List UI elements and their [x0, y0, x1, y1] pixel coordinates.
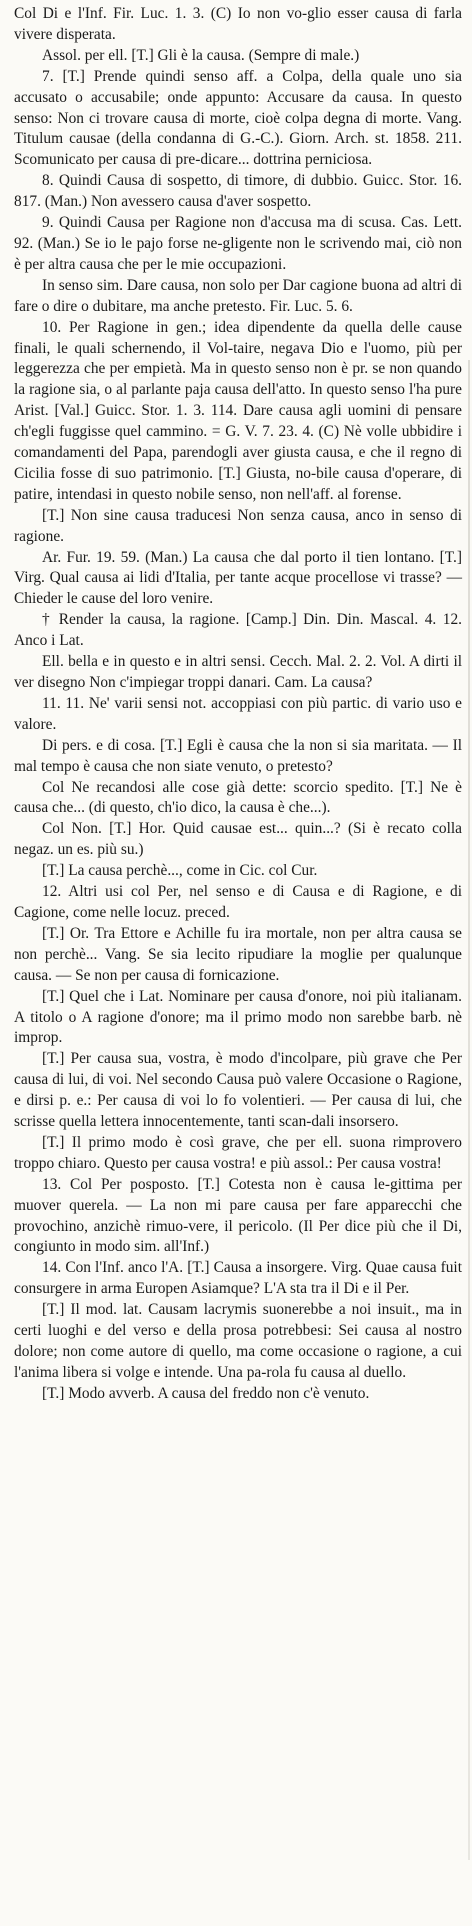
entry-paragraph-11: Ell. bella e in questo e in altri sensi. Cecch. Mal. 2. 2. Vol. A dirti il ver disegno Non c'impiegar troppi danari. Cam. La causa?: [14, 653, 462, 691]
entry-paragraph-1: Col Di e l'Inf. Fir. Luc. 1. 3. (C) Io non vo-glio esser causa di farla vivere disperata.: [14, 5, 462, 43]
entry-paragraph-22: 13. Col Per posposto. [T.] Cotesta non è causa le-gittima per muover querela. — La non mi pare causa per fare apparecchi che provochino, anzichè rimuo-vere, il pericolo. (Il Per dice più che il Di, congiunto in modo sim. all'Inf.): [14, 1175, 462, 1256]
entry-paragraph-13: Di pers. e di cosa. [T.] Egli è causa che la non si sia maritata. — Il mal tempo è causa che non siate venuto, o pretesto?: [14, 736, 462, 775]
entry-paragraph-5: 9. Quindi Causa per Ragione non d'accusa ma di scusa. Cas. Lett. 92. (Man.) Se io le pajo forse ne-gligente non le scrivendo mai, ciò non è per altra causa che per le mie occupazioni.: [14, 214, 462, 273]
margin-rule: [468, 360, 470, 1860]
entry-paragraph-18: [T.] Or. Tra Ettore e Achille fu ira mortale, non per altra causa se non perchè... Vang. Se sia lecito ripudiare la moglie per qualunque causa. — Se non per causa di fornicazione.: [14, 924, 462, 984]
entry-paragraph-21: [T.] Il primo modo è così grave, che per ell. suona rimprovero troppo chiaro. Questo per causa vostra! e più assol.: Per causa vostra!: [14, 1133, 462, 1172]
entry-paragraph-7: 10. Per Ragione in gen.; idea dipendente da quella delle cause finali, le quali schernendo, il Vol-taire, negava Dio e l'uomo, più per leggerezza che per empietà. Ma in questo senso non è pr. se non quando la ragione sia, o al parlante paja causa dell'atto. In questo senso l'ha pure Arist. [Val.] Guicc. Stor. 1. 3. 114. Dare causa agli uomini di pensare ch'egli fuggisse quel cammino. = G. V. 7. 23. 4. (C) Nè volle ubbidire i comandamenti del Papa, parendogli aver giusta causa, e che il regno di Cicilia fosse di suo patrimonio. [T.] Giusta, no-bile causa d'operare, di patire, intendasi in questo nobile senso, non nell'aff. al forense.: [14, 318, 462, 503]
entry-paragraph-4: 8. Quindi Causa di sospetto, di timore, di dubbio. Guicc. Stor. 16. 817. (Man.) Non avessero causa d'aver sospetto.: [14, 172, 462, 211]
entry-paragraph-24: [T.] Il mod. lat. Causam lacrymis suonerebbe a noi insuit., ma in certi luoghi e del verso e della prosa potrebbesi: Sei causa al nostro dolore; non come autore di quello, ma come occasione o ragione, a cui l'anima libera si volge e intende. Una pa-rola fu causa al duello.: [14, 1301, 462, 1381]
entry-paragraph-19: [T.] Quel che i Lat. Nominare per causa d'onore, noi più italianam. A titolo o A ragione d'onore; ma il primo modo non sarebbe barb. nè improp.: [14, 987, 462, 1047]
entry-paragraph-10: † Render la causa, la ragione. [Camp.] Din. Din. Mascal. 4. 12. Anco i Lat.: [14, 611, 462, 650]
entry-paragraph-9: Ar. Fur. 19. 59. (Man.) La causa che dal porto il tien lontano. [T.] Virg. Qual causa ai lidi d'Italia, per tante acque procellose vi trasse? — Chieder le cause del loro venire.: [14, 548, 462, 608]
entry-paragraph-16: [T.] La causa perchè..., come in Cic. col Cur.: [42, 862, 318, 880]
entry-paragraph-20: [T.] Per causa sua, vostra, è modo d'incolpare, più grave che Per causa di lui, di voi. Nel secondo Causa può valere Occasione o Ragione, e dirsi p. e.: Per causa di voi lo fo volentieri. — Per causa di lui, che scrisse quella lettera innocentemente, tanti scan-dali insorsero.: [14, 1050, 462, 1131]
entry-paragraph-23: 14. Con l'Inf. anco l'A. [T.] Causa a insorgere. Virg. Quae causa fuit consurgere in arma Europen Asiamque? L'A sta tra il Di e il Per.: [14, 1259, 462, 1298]
entry-paragraph-2: Assol. per ell. [T.] Gli è la causa. (Sempre di male.): [42, 46, 360, 64]
entry-paragraph-15: Col Non. [T.] Hor. Quid causae est... quin...? (Si è recato colla negaz. un es. più su.): [14, 820, 462, 859]
entry-paragraph-6: In senso sim. Dare causa, non solo per Dar cagione buona ad altri di fare o dire o dubitare, ma anche pretesto. Fir. Luc. 5. 6.: [14, 276, 462, 315]
entry-paragraph-14: Col Ne recandosi alle cose già dette: scorcio spedito. [T.] Ne è causa che... (di questo, ch'io dico, la causa è che...).: [14, 778, 462, 817]
entry-paragraph-25: [T.] Modo avverb. A causa del freddo non c'è venuto.: [42, 1384, 370, 1402]
entry-paragraph-8: [T.] Non sine causa traducesi Non senza causa, anco in senso di ragione.: [14, 506, 462, 545]
entry-paragraph-3: 7. [T.] Prende quindi senso aff. a Colpa, della quale uno sia accusato o accusabile; onde appunto: Accusare da causa. In questo senso: Non ci trovare causa di morte, cioè colpa degna di morte. Vang. Titulum causae (della condanna di G.-C.). Giorn. Arch. st. 1858. 211. Scomunicato per causa di pre-dicare... dottrina perniciosa.: [14, 67, 462, 169]
entry-paragraph-12: 11. 11. Ne' varii sensi not. accoppiasi con più partic. di vario uso e valore.: [14, 694, 462, 733]
entry-paragraph-17: 12. Altri usi col Per, nel senso e di Causa e di Ragione, e di Cagione, come nelle locuz. preced.: [14, 883, 462, 921]
